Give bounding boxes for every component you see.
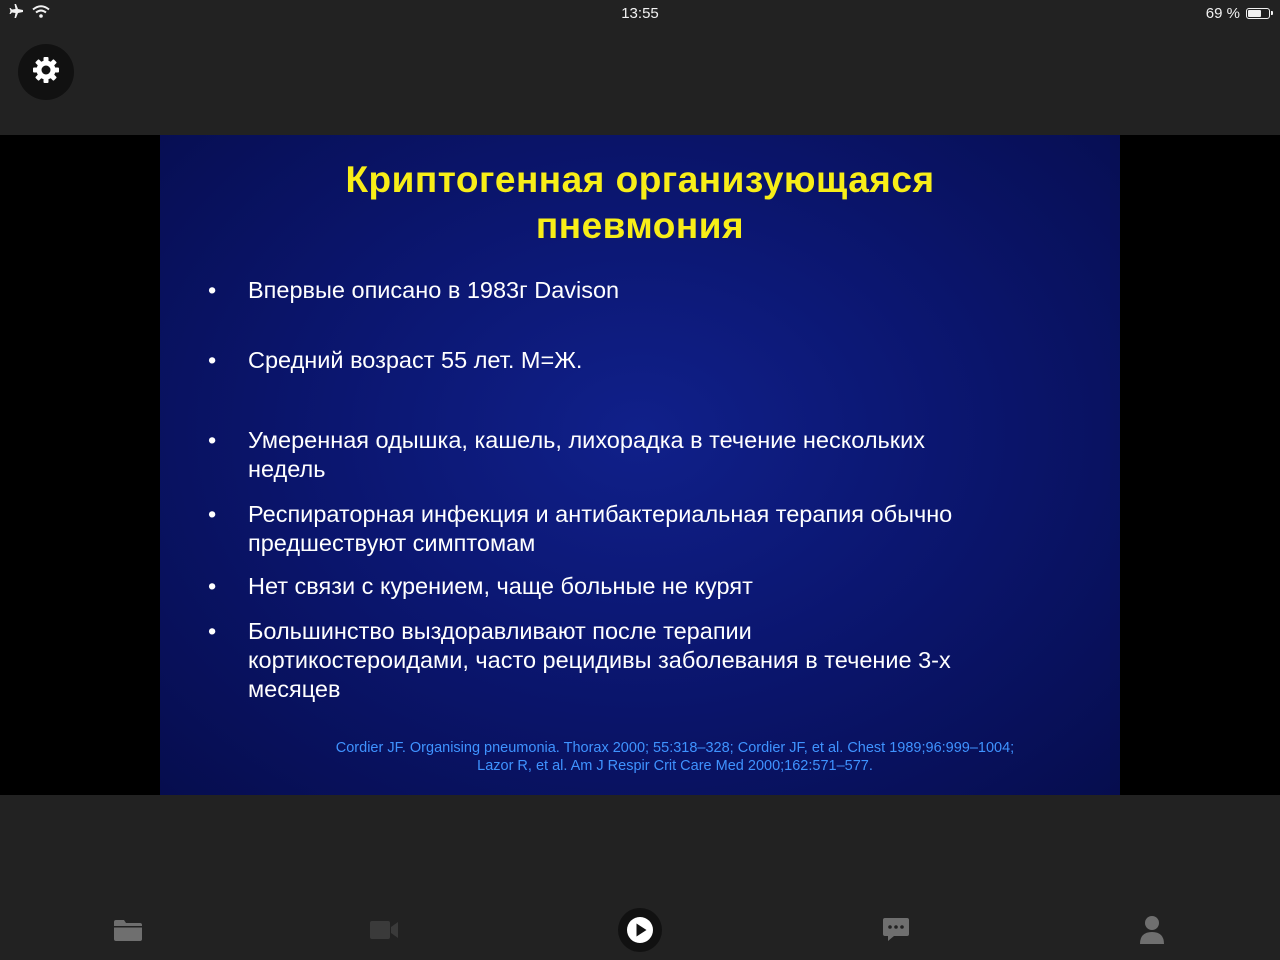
bullet-marker: • bbox=[208, 501, 217, 527]
bullet-text: кортикостероидами, часто рецидивы заболевания в течение 3-х bbox=[248, 647, 951, 673]
bullet-text: Средний возраст 55 лет. М=Ж. bbox=[248, 347, 583, 373]
reference-line-1: Cordier JF. Organising pneumonia. Thorax 2000; 55:318–328; Cordier JF, et al. Chest 1989;96:999–1004; bbox=[335, 740, 1015, 756]
play-icon bbox=[617, 907, 663, 958]
bullet-text: Умеренная одышка, кашель, лихорадка в течение нескольких bbox=[248, 427, 925, 453]
video-player[interactable] bbox=[0, 135, 1280, 795]
bullet-marker: • bbox=[208, 618, 217, 644]
tab-bar bbox=[0, 900, 1280, 960]
chat-icon bbox=[882, 917, 910, 948]
status-bar bbox=[0, 0, 1280, 26]
bullet-text: предшествуют симптомам bbox=[248, 530, 536, 556]
tab-files[interactable] bbox=[98, 910, 158, 954]
slide-references bbox=[260, 739, 1090, 775]
gear-icon bbox=[31, 55, 61, 90]
bullet-marker: • bbox=[208, 347, 217, 373]
slide-title bbox=[160, 157, 1120, 249]
bullet-text: недель bbox=[248, 456, 326, 482]
bullet-marker: • bbox=[208, 427, 217, 453]
reference-line-2: Lazor R, et al. Am J Respir Crit Care Med 2000;162:571–577. bbox=[477, 758, 873, 774]
bullet-text: месяцев bbox=[248, 676, 341, 702]
video-camera-icon bbox=[369, 919, 399, 946]
tab-profile[interactable] bbox=[1122, 910, 1182, 954]
bullet-marker: • bbox=[208, 277, 217, 303]
bullet-text: Респираторная инфекция и антибактериальная терапия обычно bbox=[248, 501, 953, 527]
slide-title-line-2: пневмония bbox=[535, 205, 745, 246]
profile-icon bbox=[1139, 915, 1165, 950]
tab-video[interactable] bbox=[354, 910, 414, 954]
battery-icon bbox=[1246, 8, 1270, 19]
tab-chat[interactable] bbox=[866, 910, 926, 954]
bullet-text: Большинство выздоравливают после терапии bbox=[248, 618, 752, 644]
status-right bbox=[1206, 5, 1270, 22]
folder-icon bbox=[113, 918, 143, 947]
settings-button[interactable] bbox=[18, 44, 74, 100]
battery-percentage: 69 % bbox=[1205, 5, 1240, 22]
bullet-text: Впервые описано в 1983г Davison bbox=[248, 277, 620, 303]
slide-title-line-1: Криптогенная организующаяся bbox=[345, 159, 935, 200]
tab-play[interactable] bbox=[610, 910, 670, 954]
presentation-slide bbox=[160, 135, 1120, 795]
bullet-marker: • bbox=[208, 573, 217, 599]
status-time: 13:55 bbox=[621, 5, 659, 22]
battery-fill bbox=[1248, 10, 1261, 17]
bullet-text: Нет связи с курением, чаще больные не курят bbox=[248, 573, 753, 599]
